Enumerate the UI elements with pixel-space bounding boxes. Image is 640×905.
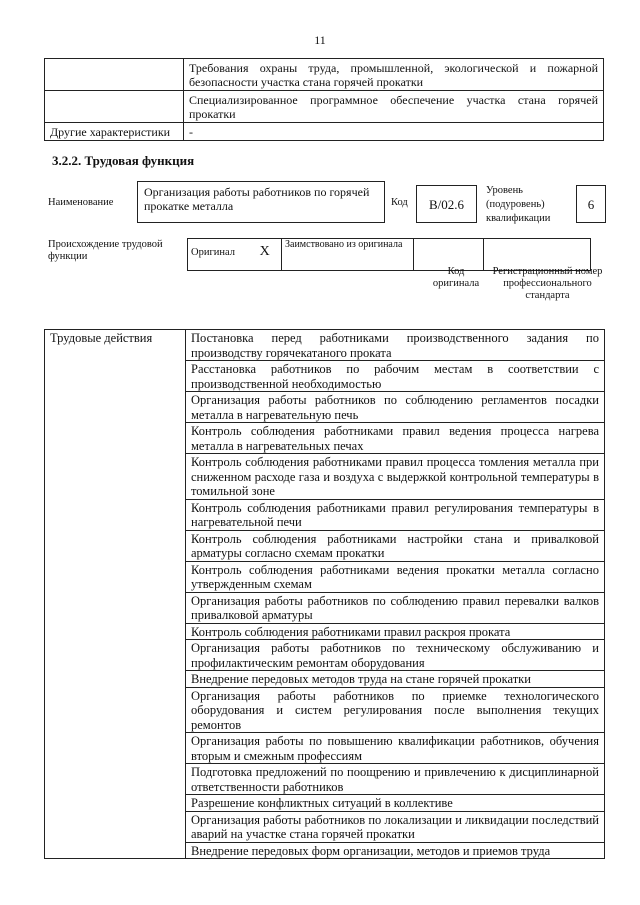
original-mark: X xyxy=(259,244,270,259)
row-label xyxy=(45,59,184,91)
code-label: Код xyxy=(391,197,408,208)
table-row xyxy=(45,330,605,361)
original-cell xyxy=(188,239,282,271)
code-value-box: В/02.6 xyxy=(416,185,477,223)
action-item: Постановка перед работниками производственного задания по производству горячекатаного проката xyxy=(186,330,605,361)
origin-label: Происхождение трудовой функции xyxy=(48,239,163,262)
action-item: Организация работы работников по приемке технологического оборудования и систем регулирования после выполнения текущих ремонтов xyxy=(186,687,605,733)
original-label: Оригинал xyxy=(191,247,235,258)
action-item: Контроль соблюдения работниками правил регулирования температуры в нагревательной печи xyxy=(186,499,605,530)
page-number: 11 xyxy=(314,33,326,47)
table-row xyxy=(45,91,604,123)
section-heading: 3.2.2. Трудовая функция xyxy=(52,153,195,168)
row-value: Специализированное программное обеспечение участка стана горячей прокатки xyxy=(184,91,604,123)
borrowed-label: Заимствовано из оригинала xyxy=(282,239,414,271)
action-item: Внедрение передовых методов труда на стане горячей прокатки xyxy=(186,671,605,688)
action-item: Подготовка предложений по поощрению и привлечению к дисциплинарной ответственности работников xyxy=(186,764,605,795)
action-item: Разрешение конфликтных ситуаций в коллективе xyxy=(186,795,605,812)
action-item: Контроль соблюдения работниками правил ведения процесса нагрева металла в нагревательных печах xyxy=(186,423,605,454)
action-item: Организация работы работников по техническому обслуживанию и профилактическим ремонтам оборудования xyxy=(186,640,605,671)
level-value-box: 6 xyxy=(576,185,606,223)
name-label: Наименование xyxy=(48,197,114,208)
action-item: Контроль соблюдения работниками настройки стана и привалковой арматуры согласно схемам прокатки xyxy=(186,530,605,561)
table-row xyxy=(45,123,604,141)
action-item: Контроль соблюдения работниками правил процесса томления металла при сниженном расходе газа и воздуха с выдержкой контрольной температуры в томильной зоне xyxy=(186,454,605,500)
function-name-box: Организация работы работников по горячей прокатке металла xyxy=(137,181,385,223)
action-item: Организация работы работников по локализации и ликвидации последствий аварий на участке стана горячей прокатки xyxy=(186,811,605,842)
row-value: Требования охраны труда, промышленной, экологической и пожарной безопасности участка стана горячей прокатки xyxy=(184,59,604,91)
labour-actions-label: Трудовые действия xyxy=(45,330,186,859)
action-item: Контроль соблюдения работниками правил раскроя проката xyxy=(186,623,605,640)
action-item: Организация работы по повышению квалификации работников, обучения вторым и смежным профессиям xyxy=(186,733,605,764)
level-label: Уровень (подуровень) квалификации xyxy=(486,185,551,224)
row-label xyxy=(45,91,184,123)
reg-number-label: Регистрационный номер профессионального стандарта xyxy=(492,266,603,301)
row-label: Другие характеристики xyxy=(45,123,184,141)
action-item: Организация работы работников по соблюдению регламентов посадки металла в нагревательную печь xyxy=(186,392,605,423)
code-original-label: Код оригинала xyxy=(432,266,480,289)
labour-actions-table xyxy=(44,329,605,859)
table-row xyxy=(45,59,604,91)
action-item: Расстановка работников по рабочим местам в соответствии с производственной необходимостью xyxy=(186,361,605,392)
row-value: - xyxy=(184,123,604,141)
action-item: Внедрение передовых форм организации, методов и приемов труда xyxy=(186,842,605,859)
action-item: Контроль соблюдения работниками ведения прокатки металла согласно утвержденным схемам xyxy=(186,561,605,592)
action-item: Организация работы работников по соблюдению правил перевалки валков привалковой арматуры xyxy=(186,592,605,623)
top-continuation-table xyxy=(44,58,604,141)
